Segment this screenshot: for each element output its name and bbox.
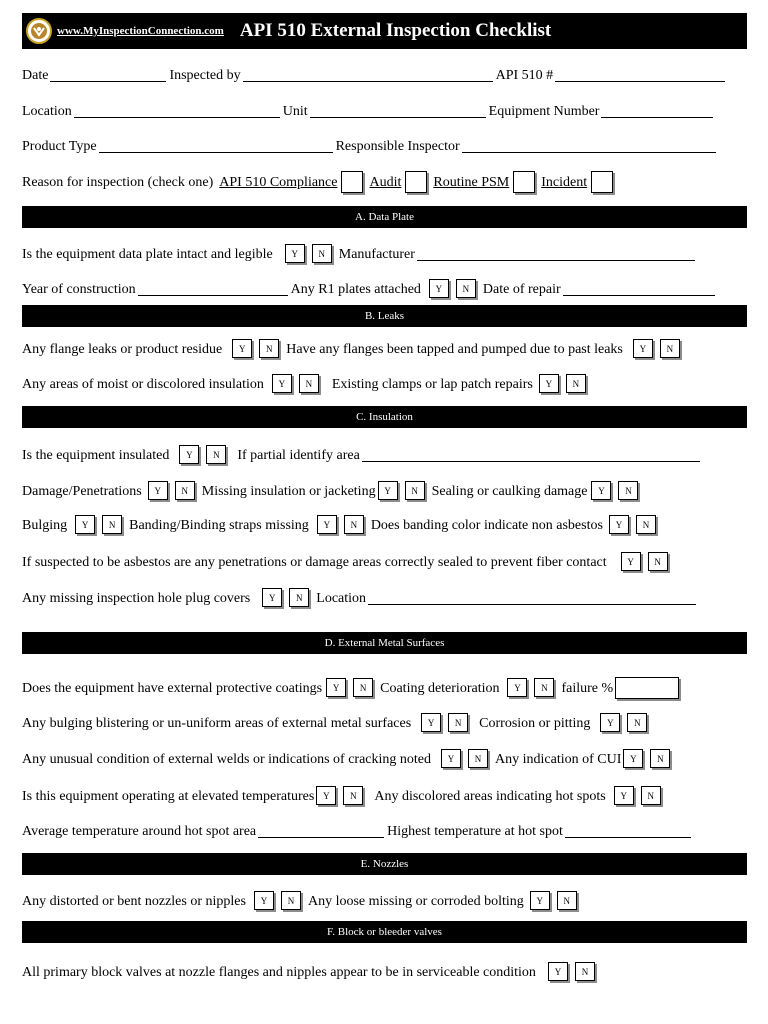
yes-box[interactable]: Y [378,481,398,500]
yes-box[interactable]: Y [316,786,336,805]
r1-label: Any R1 plates attached [290,282,421,297]
q-cui: Any indication of CUI [495,752,622,767]
yes-box[interactable]: Y [262,588,282,607]
reason-checkbox-routine-psm[interactable] [513,171,535,193]
repair-date-field[interactable] [563,294,715,296]
row-reason [22,171,747,193]
yes-box[interactable]: Y [539,374,559,393]
no-box[interactable]: N [259,339,279,358]
manufacturer-field[interactable] [417,259,695,261]
date-label: Date [22,68,49,83]
api510-no-field[interactable] [555,80,725,82]
yes-box[interactable]: Y [254,891,274,910]
manufacturer-label: Manufacturer [338,247,415,262]
no-box[interactable]: N [206,445,226,464]
failure-pct-label: failure % [561,681,614,696]
reason-option-incident: Incident [541,175,588,190]
reason-option-audit: Audit [369,175,402,190]
q-bulging: Bulging [22,518,68,533]
yes-box[interactable]: Y [614,786,634,805]
reason-checkbox-audit[interactable] [405,171,427,193]
row-elevated [22,785,747,807]
q-plug-covers: Any missing inspection hole plug covers [22,591,251,606]
row-date [22,64,747,86]
product-type-field[interactable] [99,151,333,153]
no-box[interactable]: N [312,244,332,263]
yes-box[interactable]: Y [148,481,168,500]
location-field[interactable] [74,116,280,118]
no-box[interactable]: N [650,749,670,768]
yes-box[interactable]: Y [623,749,643,768]
partial-area-label: If partial identify area [237,448,360,463]
section-c-header: C. Insulation [22,406,747,428]
q-blistering: Any bulging blistering or un-uniform areas of external metal surfaces [22,716,412,731]
repair-date-label: Date of repair [482,282,561,297]
reason-label: Reason for inspection (check one) [22,175,214,190]
no-box[interactable]: N [618,481,638,500]
q-coating-deterioration: Coating deterioration [380,681,500,696]
high-temp-field[interactable] [565,836,691,838]
date-field[interactable] [50,80,166,82]
row-damage [22,480,747,502]
row-location [22,100,747,122]
row-temperatures [22,820,747,842]
q-missing-insulation: Missing insulation or jacketing [201,484,376,499]
yes-box[interactable]: Y [272,374,292,393]
yes-box[interactable]: Y [530,891,550,910]
logo-icon [26,18,52,44]
q-sealing: Sealing or caulking damage [431,484,588,499]
no-box[interactable]: N [468,749,488,768]
year-field[interactable] [138,294,288,296]
responsible-inspector-label: Responsible Inspector [335,139,460,154]
no-box[interactable]: N [636,515,656,534]
section-b-header: B. Leaks [22,305,747,327]
row-product [22,135,747,157]
q-data-plate: Is the equipment data plate intact and legible [22,247,273,262]
no-box[interactable]: N [299,374,319,393]
no-box[interactable]: N [456,279,476,298]
row-coatings [22,677,747,699]
yes-box[interactable]: Y [441,749,461,768]
section-f-header: F. Block or bleeder valves [22,921,747,943]
q-coatings: Does the equipment have external protective coatings [22,681,323,696]
row-insulated [22,444,747,466]
failure-pct-field[interactable] [615,677,679,699]
q-block-valves: All primary block valves at nozzle flanges and nipples appear to be in serviceable condition [22,965,536,980]
yes-box[interactable]: Y [421,713,441,732]
location-label: Location [22,104,72,119]
no-box[interactable]: N [575,962,595,981]
reason-option-api510: API 510 Compliance [219,175,338,190]
yes-box[interactable]: Y [548,962,568,981]
row-year [22,278,747,300]
unit-label: Unit [282,104,308,119]
no-box[interactable]: N [627,713,647,732]
row-plugs [22,587,747,609]
row-data-plate [22,243,747,265]
no-box[interactable]: N [557,891,577,910]
no-box[interactable]: N [289,588,309,607]
q-flange-leaks: Any flange leaks or product residue [22,342,223,357]
plug-location-field[interactable] [368,603,696,605]
yes-box[interactable]: Y [285,244,305,263]
yes-box[interactable]: Y [75,515,95,534]
row-valves [22,961,747,983]
yes-box[interactable]: Y [621,552,641,571]
row-blistering [22,712,747,734]
no-box[interactable]: N [344,515,364,534]
no-box[interactable]: N [566,374,586,393]
q-flanges-tapped: Have any flanges been tapped and pumped due to past leaks [286,342,623,357]
no-box[interactable]: N [102,515,122,534]
page-title: API 510 External Inspection Checklist [239,20,552,41]
no-box[interactable]: N [353,678,373,697]
row-flange [22,338,747,360]
section-d-header: D. External Metal Surfaces [22,632,747,654]
row-bulging [22,514,747,536]
equipment-number-label: Equipment Number [488,104,600,119]
high-temp-label: Highest temperature at hot spot [387,824,563,839]
no-box[interactable]: N [175,481,195,500]
q-bolting: Any loose missing or corroded bolting [307,894,524,909]
site-link[interactable]: www.MyInspectionConnection.com [57,25,224,37]
no-box[interactable]: N [343,786,363,805]
yes-box[interactable]: Y [429,279,449,298]
yes-box[interactable]: Y [326,678,346,697]
yes-box[interactable]: Y [633,339,653,358]
no-box[interactable]: N [660,339,680,358]
responsible-inspector-field[interactable] [462,151,716,153]
year-label: Year of construction [22,282,136,297]
avg-temp-field[interactable] [258,836,384,838]
row-nozzles [22,890,747,912]
q-elevated-temps: Is this equipment operating at elevated temperatures [22,789,315,804]
q-asbestos: If suspected to be asbestos are any penetrations or damage areas correctly sealed to prevent fiber contact [22,555,607,570]
q-welds: Any unusual condition of external welds or indications of cracking noted [22,752,432,767]
reason-option-routine-psm: Routine PSM [433,175,510,190]
no-box[interactable]: N [448,713,468,732]
plug-location-label: Location [316,591,367,606]
q-banding: Banding/Binding straps missing [129,518,309,533]
no-box[interactable]: N [281,891,301,910]
no-box[interactable]: N [648,552,668,571]
yes-box[interactable]: Y [507,678,527,697]
q-moist-insulation: Any areas of moist or discolored insulation [22,377,264,392]
product-type-label: Product Type [22,139,97,154]
yes-box[interactable]: Y [232,339,252,358]
section-e-header: E. Nozzles [22,853,747,875]
yes-box[interactable]: Y [179,445,199,464]
yes-box[interactable]: Y [591,481,611,500]
reason-checkbox-incident[interactable] [591,171,613,193]
avg-temp-label: Average temperature around hot spot area [22,824,257,839]
yes-box[interactable]: Y [317,515,337,534]
q-bent-nozzles: Any distorted or bent nozzles or nipples [22,894,246,909]
yes-box[interactable]: Y [600,713,620,732]
header-banner [22,13,747,49]
q-damage: Damage/Penetrations [22,484,142,499]
partial-area-field[interactable] [362,460,700,462]
no-box[interactable]: N [405,481,425,500]
q-hot-spots: Any discolored areas indicating hot spots [374,789,606,804]
q-insulated: Is the equipment insulated [22,448,170,463]
inspected-by-field[interactable] [243,80,493,82]
no-box[interactable]: N [641,786,661,805]
inspected-by-label: Inspected by [169,68,241,83]
equipment-number-field[interactable] [601,116,713,118]
q-clamps: Existing clamps or lap patch repairs [331,377,533,392]
q-banding-color: Does banding color indicate non asbestos [370,518,603,533]
no-box[interactable]: N [534,678,554,697]
row-asbestos [22,551,747,573]
reason-checkbox-api510[interactable] [341,171,363,193]
q-corrosion: Corrosion or pitting [479,716,591,731]
yes-box[interactable]: Y [609,515,629,534]
api510-no-label: API 510 # [495,68,554,83]
row-moist [22,373,747,395]
unit-field[interactable] [310,116,486,118]
row-welds [22,748,747,770]
section-a-header: A. Data Plate [22,206,747,228]
